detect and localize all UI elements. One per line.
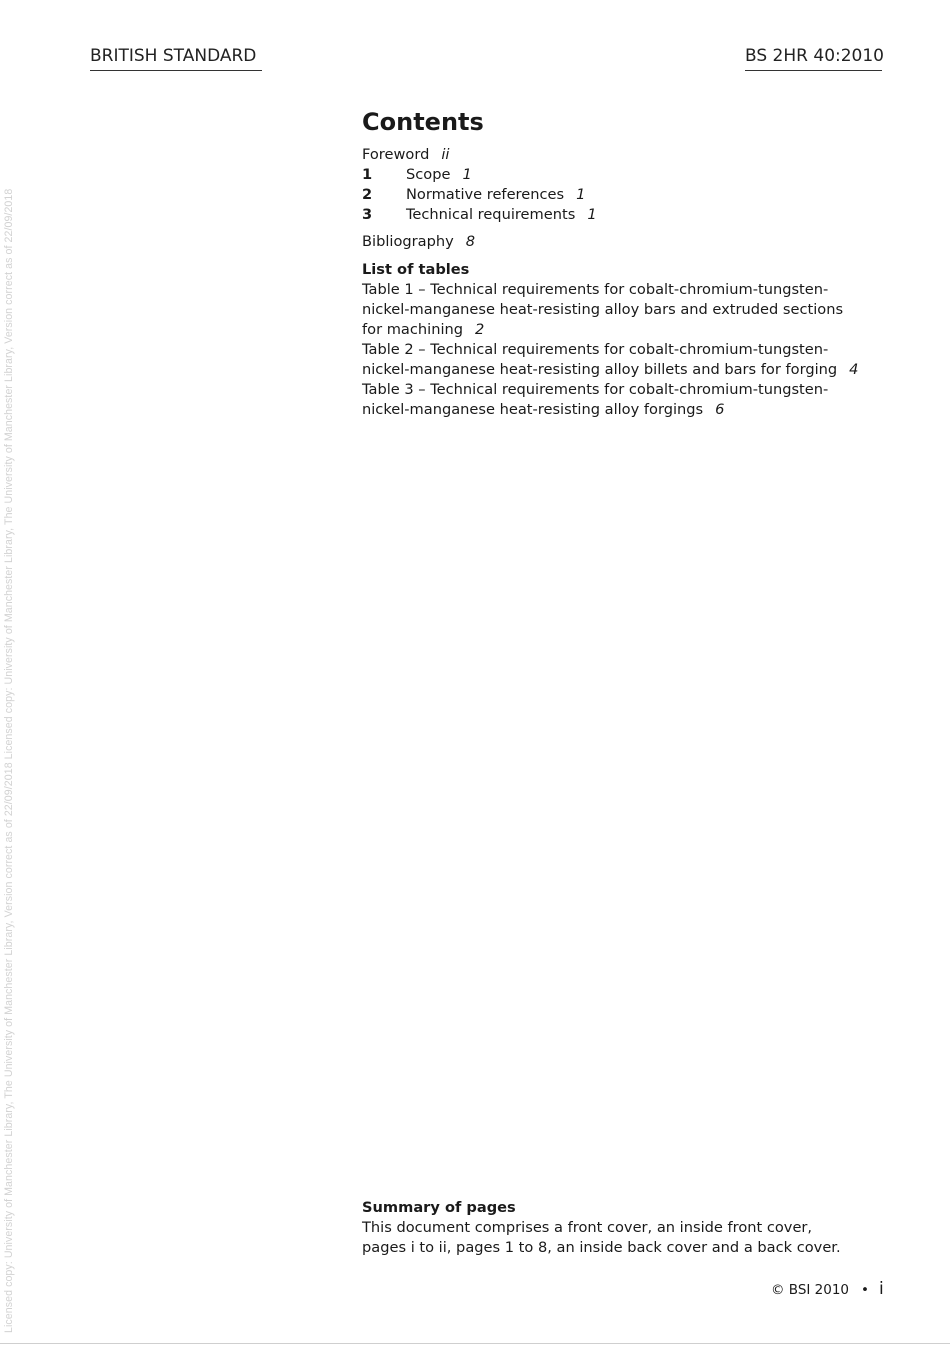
contents-title: Contents — [362, 108, 484, 136]
table-entry-line: nickel-manganese heat-resisting alloy billets and bars for forging — [362, 361, 838, 378]
toc-entry-page: ii — [441, 146, 450, 163]
table-entry-line: Table 3 – Technical requirements for cobalt-chromium-tungsten- — [362, 381, 829, 398]
toc-entry-bibliography[interactable] — [362, 232, 892, 252]
toc-entry-page: 6 — [715, 401, 725, 418]
toc-entry-technical-requirements[interactable] — [362, 205, 892, 225]
table-entry-line: Table 2 – Technical requirements for cobalt-chromium-tungsten- — [362, 341, 829, 358]
summary-text-line: This document comprises a front cover, an inside front cover, — [362, 1219, 813, 1236]
toc-entry-label: Foreword — [362, 146, 430, 163]
toc-entry-table-1[interactable] — [362, 280, 892, 340]
header-document-number: BS 2HR 40:2010 — [745, 46, 882, 71]
toc-entry-table-2[interactable] — [362, 340, 892, 380]
page-footer — [771, 1279, 884, 1300]
page-number: i — [878, 1279, 884, 1299]
toc-entry-page: 4 — [849, 361, 859, 378]
toc-clause-number: 3 — [362, 206, 373, 223]
summary-text-line: pages i to ii, pages 1 to 8, an inside back cover and a back cover. — [362, 1239, 841, 1256]
bullet-separator: • — [861, 1282, 869, 1298]
toc-clause-number: 2 — [362, 186, 373, 203]
toc-entry-label: Bibliography — [362, 233, 454, 250]
summary-of-pages — [362, 1198, 862, 1258]
toc-entry-page: 1 — [576, 186, 586, 203]
table-entry-line: Table 1 – Technical requirements for cobalt-chromium-tungsten- — [362, 281, 829, 298]
toc-entry-page: 1 — [462, 166, 472, 183]
toc-entry-label: Technical requirements — [406, 206, 576, 223]
toc-entry-page: 2 — [475, 321, 485, 338]
toc-entry-normative-references[interactable] — [362, 185, 892, 205]
toc-entry-scope[interactable] — [362, 165, 892, 185]
table-entry-line: nickel-manganese heat-resisting alloy bars and extruded sections — [362, 301, 844, 318]
table-of-contents — [362, 145, 892, 420]
list-of-tables-title: List of tables — [362, 261, 470, 278]
header-standard-label: BRITISH STANDARD — [90, 46, 262, 71]
summary-title: Summary of pages — [362, 1199, 516, 1216]
page-edge-divider — [0, 1343, 950, 1344]
table-entry-line: for machining — [362, 321, 464, 338]
license-watermark: Licensed copy: University of Manchester Library, The University of Manchester Library, Version correct as of 22/09/2018 Licensed copy: University of Manchester Library, The University of Manchester Library, Version correct as of 22/09/2018 — [3, 188, 15, 1333]
toc-clause-number: 1 — [362, 166, 373, 183]
toc-entry-page: 8 — [465, 233, 476, 250]
copyright-notice: © BSI 2010 — [771, 1282, 850, 1298]
toc-entry-label: Scope — [406, 166, 451, 183]
table-entry-line: nickel-manganese heat-resisting alloy forgings — [362, 401, 704, 418]
toc-entry-table-3[interactable] — [362, 380, 892, 420]
toc-entry-foreword[interactable] — [362, 145, 892, 165]
toc-entry-page: 1 — [587, 206, 597, 223]
toc-entry-label: Normative references — [406, 186, 565, 203]
